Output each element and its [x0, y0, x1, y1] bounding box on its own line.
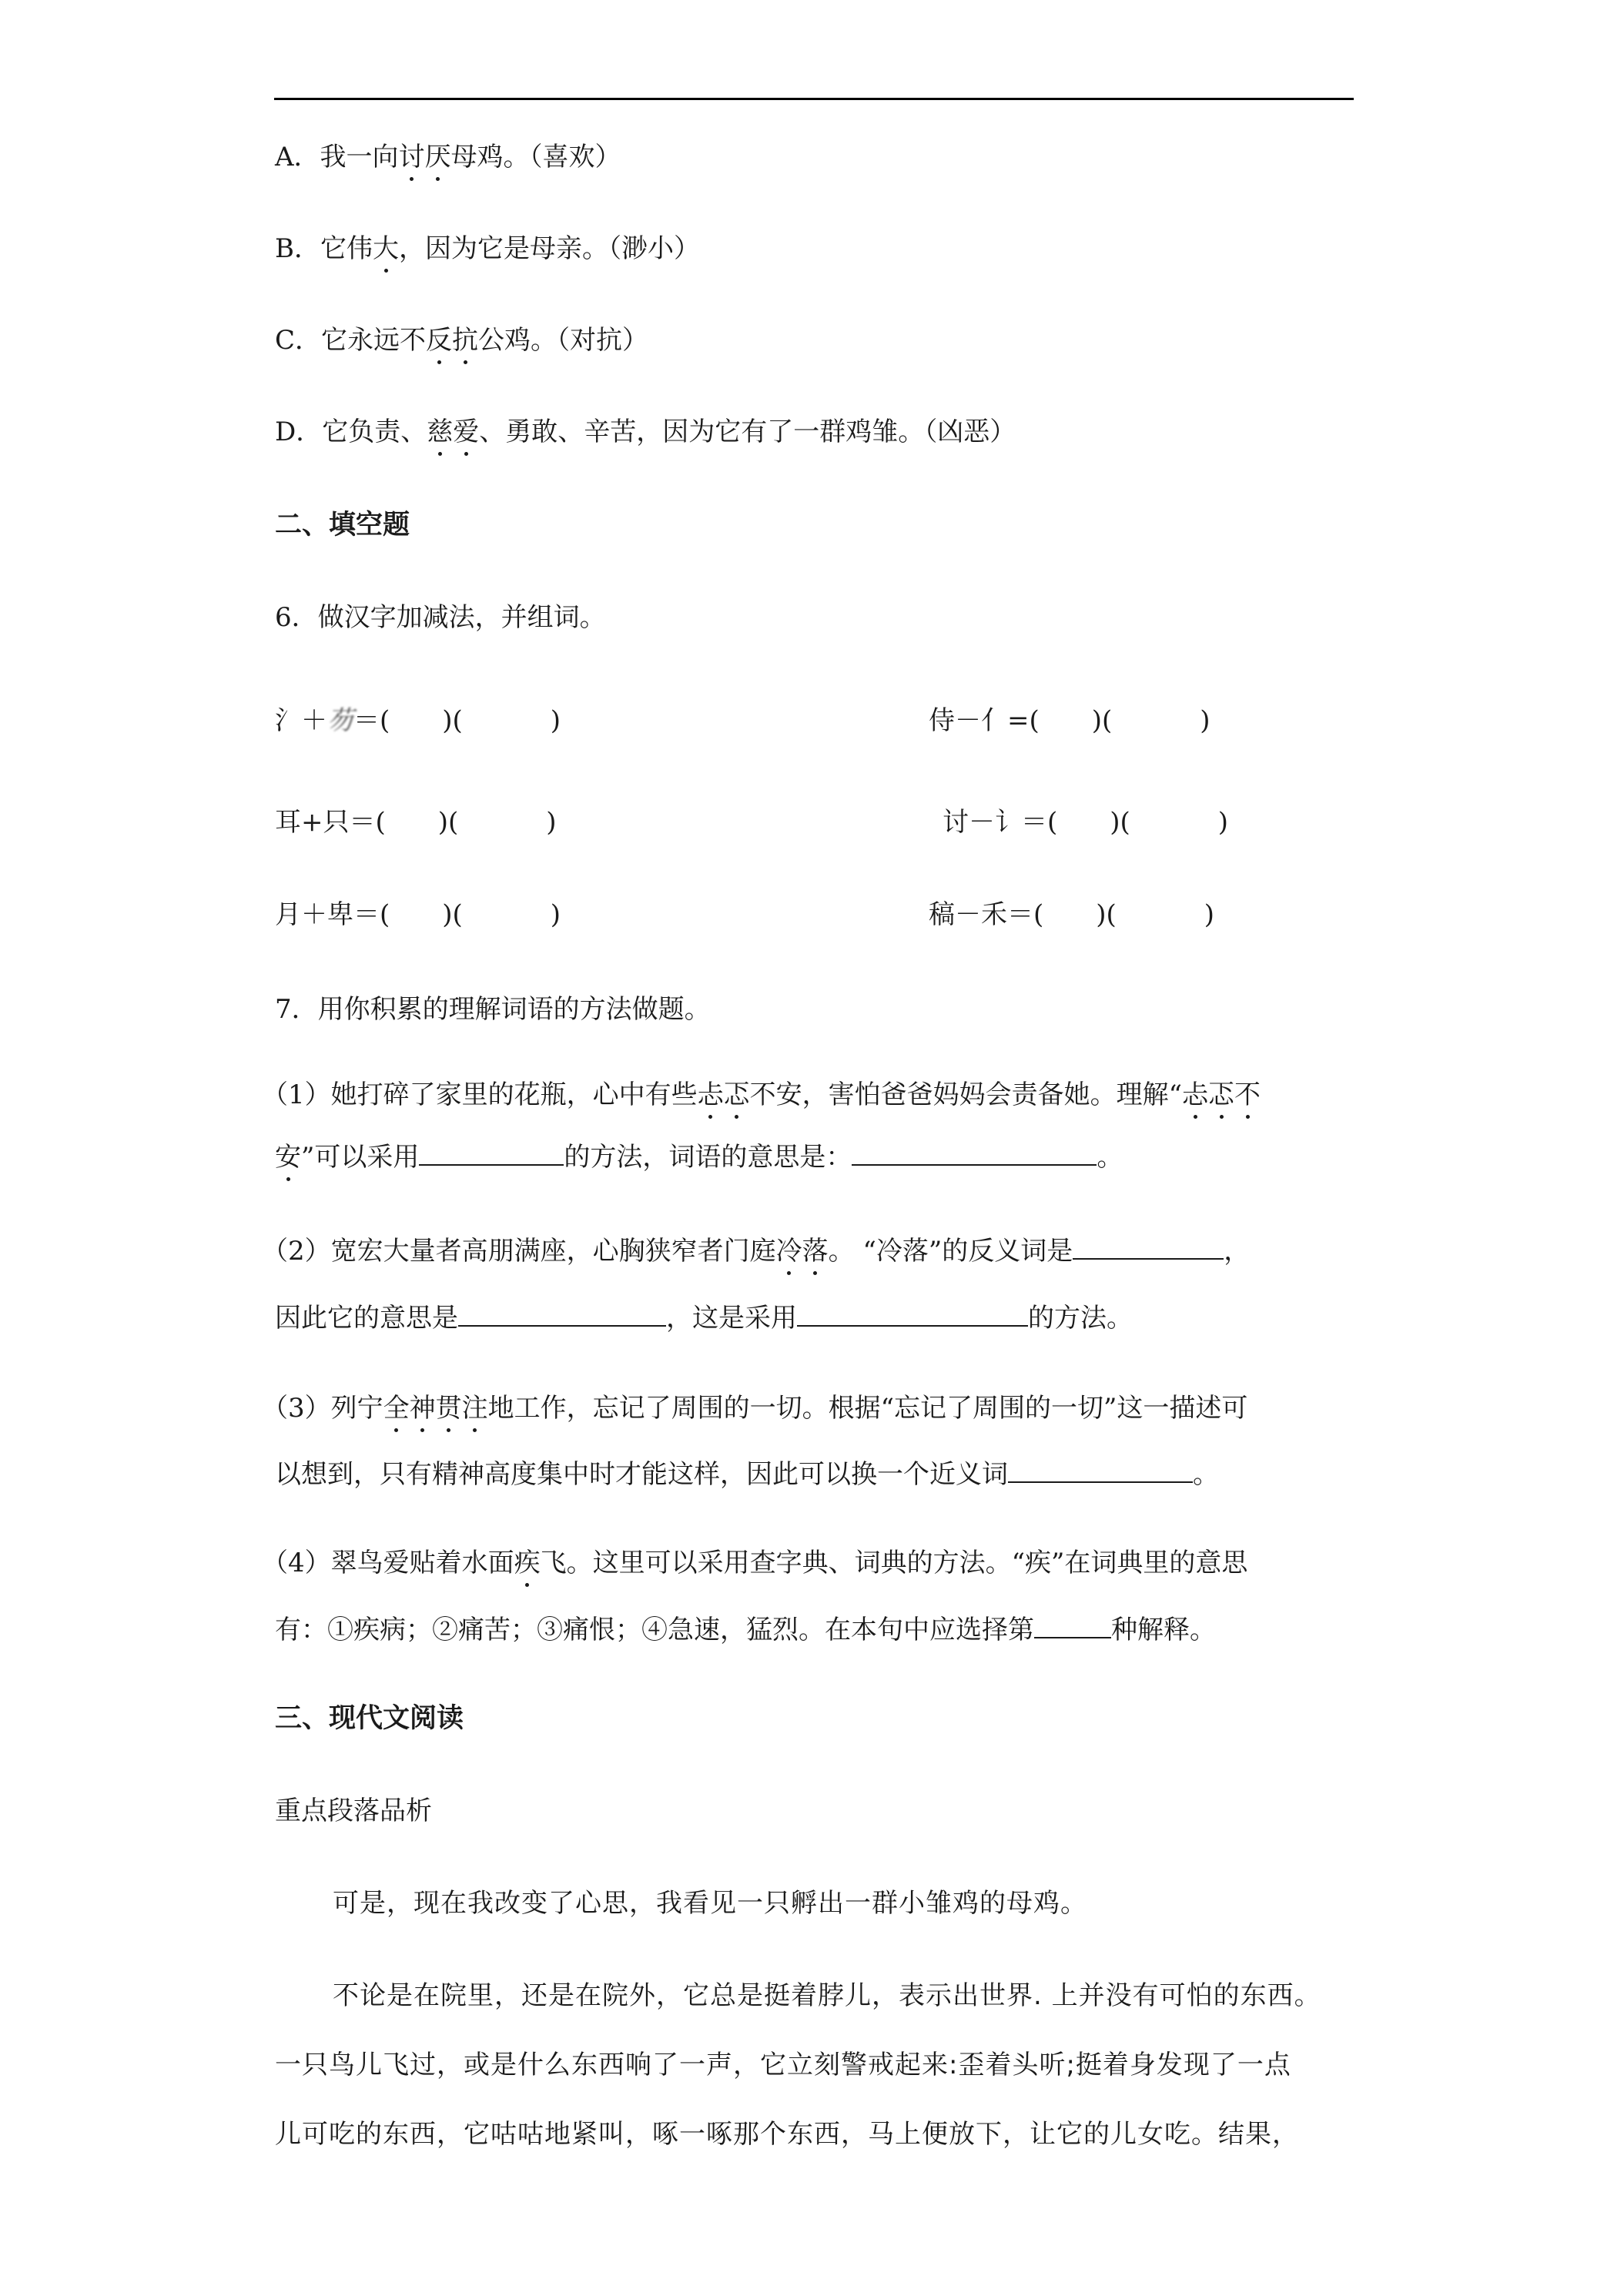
- equation-right-1: [929, 704, 1210, 738]
- paragraph-text: 的方法。: [1028, 1303, 1133, 1334]
- paragraph-text: （3）列宁: [262, 1393, 383, 1424]
- answer-blank[interactable]: [797, 1302, 1028, 1327]
- paragraph-text: 因此它的意思是: [275, 1303, 458, 1334]
- answer-blank[interactable]: [1008, 1458, 1193, 1483]
- q7-part2-line1: [262, 1234, 1250, 1268]
- paragraph-text: 种解释。: [1111, 1615, 1216, 1645]
- section-heading: 三、现代文阅读: [275, 1702, 464, 1734]
- emphasized-char: 忑: [1208, 1079, 1235, 1110]
- answer-blank[interactable]: [458, 1302, 666, 1327]
- option-text: 母鸡。（喜欢）: [450, 142, 621, 172]
- emphasized-char: 全: [383, 1393, 410, 1424]
- emphasized-char: 爱: [453, 417, 480, 447]
- equation-left-2: [275, 805, 557, 839]
- reading-paragraph-2-line-2: 一只鸟儿飞过，或是什么东西响了一声，它立刻警戒起来:歪着头听;挺着身发现了一点: [275, 2050, 1291, 2080]
- q5-option-a: [275, 140, 621, 174]
- paragraph-text: （1）她打碎了家里的花瓶，心中有些: [262, 1079, 698, 1110]
- paragraph-text: ，: [1224, 1236, 1251, 1267]
- emphasized-char: 忐: [697, 1079, 724, 1110]
- answer-blank[interactable]: [419, 1141, 564, 1166]
- reading-paragraph-2-line-3: 儿可吃的东西，它咕咕地紧叫，啄一啄那个东西，马上便放下，让它的儿女吃。结果，: [275, 2119, 1299, 2150]
- emphasized-char: 抗: [452, 325, 479, 356]
- equation-text: 月＋卑＝(: [275, 899, 390, 930]
- q7-part3-line1: [262, 1391, 1247, 1425]
- emphasized-char: 疾: [514, 1548, 541, 1578]
- option-text: 、勇敢、辛苦，因为它有了一群鸡雏。（凶恶）: [479, 417, 1016, 447]
- q5-option-b: [275, 232, 700, 266]
- reading-paragraph-2-line-1: 不论是在院里，还是在院外，它总是挺着脖儿，表示出世界. 上并没有可怕的东西。: [333, 1980, 1321, 2011]
- q7-part1-line2: [275, 1140, 1123, 1174]
- q5-option-d: [275, 415, 1016, 449]
- section-heading: 二、填空题: [275, 509, 410, 541]
- equation-right-3: [929, 898, 1214, 932]
- equation-left-1: [275, 704, 561, 738]
- equation-text: )(: [1096, 899, 1117, 930]
- answer-blank[interactable]: [1034, 1614, 1111, 1638]
- equation-text: 氵＋: [275, 705, 327, 736]
- emphasized-char: 贯: [435, 1393, 462, 1424]
- equation-text: ): [550, 899, 561, 930]
- question-7-stem: 7．用你积累的理解词语的方法做题。: [275, 994, 711, 1025]
- paragraph-text: 安，害怕爸爸妈妈会责备她。理解“: [775, 1079, 1183, 1110]
- option-text: B．它伟: [275, 233, 373, 264]
- emphasized-char: 慈: [427, 417, 454, 447]
- answer-blank[interactable]: [852, 1141, 1097, 1166]
- equation-right-2: [943, 805, 1228, 839]
- emphasized-char: 落: [802, 1236, 829, 1267]
- option-text: 公鸡。（对抗）: [478, 325, 649, 356]
- equation-text: ): [1204, 899, 1215, 930]
- emphasized-char: 忑: [723, 1079, 750, 1110]
- paragraph-text: （4）翠鸟爱贴着水面: [262, 1548, 514, 1578]
- paragraph-text: ”可以采用: [301, 1142, 420, 1173]
- q7-part1-line1: [262, 1078, 1261, 1112]
- equation-text: ): [1217, 807, 1229, 838]
- equation-left-3: [275, 898, 561, 932]
- paragraph-text: 。 “冷落”的反义词是: [828, 1236, 1073, 1267]
- emphasized-char: 注: [461, 1393, 488, 1424]
- paragraph-text: 有：①疾病；②痛苦；③痛恨；④急速，猛烈。在本句中应选择第: [275, 1615, 1034, 1645]
- reading-subtitle: 重点段落品析: [275, 1796, 432, 1826]
- option-text: ，因为它是母亲。（渺小）: [399, 233, 700, 264]
- emphasized-char: 不: [1234, 1079, 1261, 1110]
- question-6-stem: 6．做汉字加减法，并组词。: [275, 602, 606, 633]
- equation-text: 稿－禾＝(: [929, 899, 1044, 930]
- q5-option-c: [275, 323, 648, 357]
- q7-part2-line2: [275, 1301, 1133, 1335]
- paragraph-text: 不: [749, 1079, 776, 1110]
- equation-text: ): [550, 705, 561, 736]
- paragraph-text: （2）宽宏大量者高朋满座，心胸狭窄者门庭: [262, 1236, 776, 1267]
- answer-blank[interactable]: [1073, 1235, 1224, 1260]
- emphasized-char: 反: [426, 325, 453, 356]
- equation-text: )(: [1110, 807, 1130, 838]
- paragraph-text: 飞。这里可以采用查字典、词典的方法。“疾”在词典里的意思: [540, 1548, 1248, 1578]
- emphasized-char: 神: [409, 1393, 436, 1424]
- emphasized-char: 安: [275, 1142, 301, 1173]
- equation-text: 耳+只＝(: [275, 807, 386, 838]
- emphasized-char: 忐: [1182, 1079, 1209, 1110]
- header-rule: [274, 98, 1354, 100]
- q7-part4-line2: [275, 1613, 1216, 1647]
- blurred-character: 芴: [327, 705, 353, 736]
- emphasized-char: 厌: [424, 142, 451, 172]
- equation-text: 讨－讠＝(: [943, 807, 1058, 838]
- equation-text: )(: [1091, 705, 1113, 736]
- q7-part3-line2: [275, 1458, 1219, 1491]
- equation-text: ): [1200, 705, 1210, 736]
- equation-text: ): [546, 807, 557, 838]
- paragraph-text: 的方法，词语的意思是：: [564, 1142, 852, 1173]
- equation-text: ＝(: [353, 705, 390, 736]
- paragraph-text: 以想到，只有精神高度集中时才能这样，因此可以换一个近义词: [275, 1459, 1008, 1490]
- reading-paragraph-1: 可是，现在我改变了心思，我看见一只孵出一群小雏鸡的母鸡。: [333, 1888, 1087, 1919]
- option-text: A．我一向: [275, 142, 399, 172]
- equation-text: )(: [437, 807, 459, 838]
- emphasized-char: 冷: [775, 1236, 802, 1267]
- paragraph-text: ，这是采用: [666, 1303, 797, 1334]
- paragraph-text: 。: [1193, 1459, 1219, 1490]
- equation-text: )(: [442, 899, 463, 930]
- paragraph-text: 。: [1097, 1142, 1123, 1173]
- equation-text: 侍－亻=(: [929, 705, 1040, 736]
- emphasized-char: 讨: [398, 142, 425, 172]
- option-text: C．它永远不: [275, 325, 427, 356]
- equation-text: )(: [442, 705, 463, 736]
- paragraph-text: 地工作，忘记了周围的一切。根据“忘记了周围的一切”这一描述可: [487, 1393, 1248, 1424]
- emphasized-char: 大: [373, 233, 399, 264]
- q7-part4-line1: [262, 1546, 1247, 1580]
- option-text: D．它负责、: [275, 417, 427, 447]
